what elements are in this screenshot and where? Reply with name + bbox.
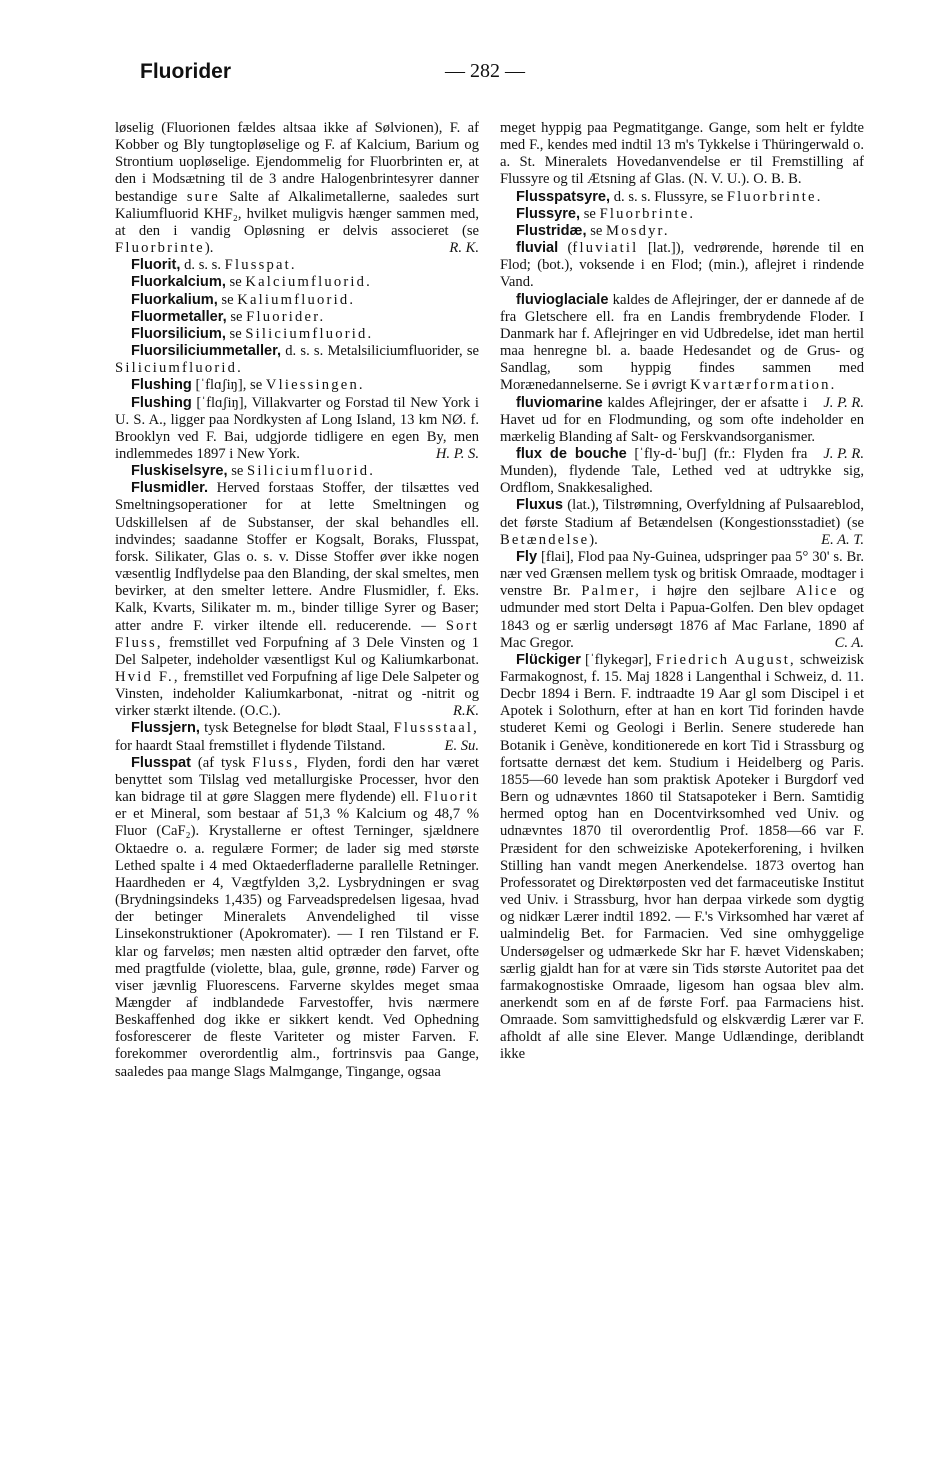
entry-text: for haardt Staal fremstillet i flydende Tilstand. xyxy=(115,737,386,754)
spaced-reference: Flussstaal, xyxy=(393,720,479,737)
entry-headword: Flückiger xyxy=(516,651,581,668)
author-signature: E. Su. xyxy=(444,737,479,754)
dictionary-entry xyxy=(115,274,479,291)
entry-headword: Flusmidler. xyxy=(131,480,209,497)
spaced-reference: Fluorbrinte xyxy=(115,240,205,257)
entry-text: [lat.]), vedrørende, hørende til en Flod; (bot.), voksende i en Flod; (min.), aflejret i rindende Vand. xyxy=(500,240,865,291)
dictionary-entry xyxy=(500,497,864,548)
spaced-reference: Palmer, xyxy=(581,583,642,600)
entry-headword: Flussyre, xyxy=(516,205,581,222)
entry-headword: Fluxus xyxy=(516,497,564,514)
dictionary-entry xyxy=(115,463,479,480)
entry-headword: Fluorsilicium, xyxy=(131,325,226,342)
spaced-reference: Flusspat. xyxy=(224,257,297,274)
dictionary-entry xyxy=(115,480,479,720)
dictionary-entry xyxy=(500,652,864,1064)
entry-text: se xyxy=(225,274,246,291)
entry-text: er et Mineral, som bestaar af 51,3 % Kalcium og 48,7 % Fluor (CaF₂). Krystallerne er oftest Terninger, sjældnere Oktaedre o. a. regulære Former; de lader sig med største Lethed spalte i 4 med Oktaederfladerne parallelle Retninger. Haardheden er 4, Vægtfylden 3,2. Lysbrydningen er svag (Brydningsindeks 1,435) og Farveadspredelsen ligesaa, hvad der betinger Mineralets Anvendelighed til visse Linsekonstruktioner (Apokromater). — I ren Tilstand er F. klar og farveløs; men næsten altid optræder den farvet, ofte med pragtfulde (violette, blaa, gule, grønne, røde) Farver og viser jævnlig Fluorescens. Farverne skyldes meget smaa Mængder af indblandede Farvestoffer, hvis nærmere Beskaffenhed dog ikke er sikkert kendt. Ved Ophedning fosforescerer de fleste Variteter og mister Farven. F. forekommer overordentlig alm., fortrinsvis paa Gange, saaledes paa mange Slags Malmgange, Tingange, ogsaa xyxy=(115,806,479,1080)
entry-headword: Flushing xyxy=(131,377,192,394)
entry-text: kaldes de Aflejringer, der er dannede af de fra Gletschere ell. fra en Landis frembrydende Floder. I Danmark har f. Aflejringer en vid Udbredelse, idet man hertil maa henregne bl. a. baade Hedesandet og de Grus- og Sandlag, som hyppig findes sammen med Morænedannelserne. Se i øvrigt xyxy=(500,291,864,394)
continued-text xyxy=(500,120,864,189)
entry-text: se xyxy=(225,325,246,342)
entry-text: (af tysk xyxy=(191,754,253,771)
dictionary-entry xyxy=(115,377,479,394)
entry-text: se xyxy=(227,463,248,480)
right-column xyxy=(500,120,864,1064)
author-signature: J. P. R. xyxy=(823,445,864,462)
entry-headword: Fluorkalium, xyxy=(131,291,218,308)
entry-text: [ˈfly-d-ˈbuʃ] (fr.: Flyden fra Munden), flydende Tale, Lethed ved at udtrykke sig, Ordflom, Snakkesalighed. xyxy=(500,445,864,497)
spaced-reference: sure xyxy=(186,188,220,205)
dictionary-entry xyxy=(500,206,864,223)
dictionary-entry xyxy=(115,755,479,1081)
entry-headword: fluvioglaciale xyxy=(516,291,609,308)
entry-headword: fluvial xyxy=(516,240,559,257)
dictionary-entry xyxy=(500,223,864,240)
spaced-reference: Alice xyxy=(795,583,839,600)
spaced-reference: Sort Fluss, xyxy=(115,617,479,651)
entry-headword: Flussjern, xyxy=(131,720,200,737)
entry-headword: Fluormetaller, xyxy=(131,308,227,325)
entry-text: og udmunder med stort Delta i Papua-Golfen. Den blev opdaget 1843 og er særlig undersøgt 1876 af Mac Farlane, 1890 af Mac Gregor. xyxy=(500,583,864,651)
spaced-reference: Fluorider. xyxy=(246,308,326,325)
spaced-reference: Siliciumfluorid. xyxy=(115,360,244,377)
entry-text: ). xyxy=(589,531,598,548)
author-signature: E. A. T. xyxy=(821,531,864,548)
entry-text: løselig (Fluorionen fældes altsaa ikke af Sølvionen), F. af Kobber og Bly tungtopløselige og F. af Kalcium, Barium og Strontium uopløselige. Ejendommelig for Fluorbrinten er, at den i Modsætning til de 3 andre Halogenbrintesyrer danner bestandige xyxy=(115,120,479,205)
entry-headword: Flustridæ, xyxy=(516,222,587,239)
entry-text: d. s. s. Metalsiliciumfluorider, se xyxy=(281,343,479,360)
dictionary-entry xyxy=(115,395,479,464)
spaced-reference: Fluorit xyxy=(423,789,479,806)
entry-text: ( xyxy=(558,240,573,257)
entry-headword: Fluorsiliciummetaller, xyxy=(131,343,282,360)
entry-headword: fluviomarine xyxy=(516,394,603,411)
author-signature: R. K. xyxy=(449,240,479,257)
entry-text: Herved forstaas Stoffer, der tilsættes ved Smeltningsoperationer for at lette Smeltningen og Udskillelsen af de Substanser, der skal behandles ell. indvindes; saadanne Stoffer er Kogsalt, Boraks, Flusspat, forsk. Silikater, Glas o. s. v. Disse Stoffer øver ikke nogen væsentlig Indflydelse paa den Blanding, der skal smeltes, men bevirker, at den smelter lettere. Andre Flusmidler, f. Eks. Kalk, Kvarts, Silikater m. m., binder tillige Syrer og Baser; atter andre F. virker iltende ell. reducerende. — xyxy=(115,480,479,634)
entry-headword: flux de bouche xyxy=(516,445,627,462)
spaced-reference: Kaliumfluorid. xyxy=(237,291,356,308)
author-signature: H. P. S. xyxy=(435,445,479,462)
entry-text: [ˈflykeɡər], xyxy=(580,651,656,668)
dictionary-entry xyxy=(115,292,479,309)
entry-text: Flyden, fordi den har været benyttet som Tilslag ved metallurgiske Processer, hvor den kan bidrage til at gøre Slaggen mere flydende) ell. xyxy=(115,754,479,806)
entry-headword: Fluskiselsyre, xyxy=(131,463,228,480)
spaced-reference: Siliciumfluorid. xyxy=(245,325,374,342)
entry-text: d. s. s. Flussyre, se xyxy=(610,188,727,205)
page-number: — 282 — xyxy=(445,60,525,82)
entry-headword: Flusspatsyre, xyxy=(516,188,611,205)
dictionary-entry xyxy=(115,720,479,754)
spaced-reference: Kvartærformation. xyxy=(690,377,837,394)
entry-text: tysk Betegnelse for blødt Staal, xyxy=(199,720,394,737)
dictionary-entry xyxy=(500,240,864,291)
spaced-reference: fluviatil xyxy=(572,240,639,257)
spaced-reference: Fluss, xyxy=(252,754,300,771)
spaced-reference: Vliessingen. xyxy=(265,377,365,394)
entry-text: d. s. s. xyxy=(180,257,225,274)
dictionary-entry xyxy=(115,257,479,274)
spaced-reference: Friedrich August, xyxy=(655,651,796,668)
entry-headword: Fly xyxy=(516,548,538,565)
entry-headword: Flushing xyxy=(131,394,192,411)
entry-text: Salte af Alkalimetallerne, saaledes surt Kaliumfluorid KHF₂, hvilket muligvis hænger sammen med, at den i vandig Opløsning er delvis associeret (se xyxy=(115,188,480,239)
entry-text: [flai], Flod paa Ny-Guinea, udspringer paa 5° 30' s. Br. nær ved Grænsen mellem tysk og britisk Omraade, modtager i venstre Br. xyxy=(500,548,864,600)
dictionary-entry xyxy=(115,326,479,343)
author-signature: R.K. xyxy=(453,703,479,720)
dictionary-entry xyxy=(500,189,864,206)
entry-headword: Flusspat xyxy=(131,754,192,771)
running-head-title: Fluorider xyxy=(140,60,232,83)
spaced-reference: Mosdyr. xyxy=(606,222,670,239)
entry-text: fremstillet ved Forpufning af 3 Dele Vinsten og 1 Del Salpeter, indeholder væsentligst Kul og Kaliumkarbonat. xyxy=(115,634,479,668)
author-signature: J. P. R. xyxy=(823,394,864,411)
spaced-reference: Kalciumfluorid. xyxy=(245,274,372,291)
spaced-reference: Fluorbrinte. xyxy=(599,205,696,222)
entry-text: [ˈflɑʃiŋ], Villakvarter og Forstad til New York i U. S. A., ligger paa Nordkysten af Long Island, 13 km NØ. f. Brooklyn ved F. Bai, udgjorde tidligere en egen By, men indlemmedes 1897 i New York. xyxy=(115,394,479,462)
entry-text: meget hyppig paa Pegmatitgange. Gange, som helt er fyldte med F., kendes med indtil 13 m's Tykkelse i Thüringerwald o. a. St. Mineralets Hovedanvendelse er til Fremstilling af Flussyre og til Ætsning af Glas. (N. V. U.). O. B. B. xyxy=(500,120,864,188)
dictionary-entry xyxy=(115,343,479,377)
entry-text: schweizisk Farmakognost, f. 15. Maj 1828 i Langenthal i Schweiz, d. 11. Decbr 1894 i Bern. F. indtraadte 19 Aar gl som Discipel i et Apotek i Solothurn, efter at han en kort Tid forinden havde studeret Kemi og Geologi i Berlin. Senere studerede han Botanik i Genève, konditionerede en kort Tid i Strassburg og fortsatte dernæst det kem. Studium i Heidelberg og Paris. 1855—60 levede han som praktisk Apoteker i Burgdorf ved Bern og udnævntes 1860 til Statsapoteker i Bern. Samtidig hermed optog han en Docentvirksomhed ved Univ. og udnævntes 1870 til overordentlig Prof. 1858—66 var F. Præsident for den schweiziske Apotekerforening, i hvilken Stilling han vandt megen Anerkendelse. 1873 overtog han Professoratet og Direktørposten ved det farmaceutiske Institut ved Univ. i Strassburg, hvor han derpaa virkede som dygtig og nidkær Lærer indtil 1892. — F.'s Virksomhed har været af ualmindelig Bet. for Farmacien. Ved sine omhyggelige Undersøgelser og udmærkede Skr har F. hævet Videnskaben; særlig gjaldt han for at være sin Tids største Autoritet paa det farmakognostiske Omraade, ligesom han ogsaa blev alm. anerkendt som en af de første Forf. paa Farmaciens hist. Omraade. Som samvittighedsfuld og elskværdig Lærer var F. afholdt af alle sine Elever. Mange Udlændinge, deriblandt ikke xyxy=(500,651,864,1063)
spaced-reference: Siliciumfluorid. xyxy=(247,463,376,480)
spaced-reference: Hvid F., xyxy=(115,669,180,685)
spaced-reference: Fluorbrinte. xyxy=(726,188,823,205)
left-column xyxy=(115,120,479,1081)
entry-headword: Fluorit, xyxy=(131,257,181,274)
dictionary-entry xyxy=(115,309,479,326)
entry-text: ). xyxy=(204,240,214,257)
spaced-reference: Betændelse xyxy=(500,531,590,548)
author-signature: C. A. xyxy=(834,634,864,651)
entry-text: kaldes Aflejringer, der er afsatte i Havet ud for en Flodmunding, og som ofte indeholder en mærkelig Blanding af Salt- og Ferskvandsorganismer. xyxy=(500,394,864,445)
entry-text: [ˈflɑʃiŋ], se xyxy=(191,377,266,394)
entry-text: se xyxy=(217,291,238,308)
entry-text: (lat.), Tilstrømning, Overfyldning af Pulsaareblod, det første Stadium af Betændelsen (Kongestionsstadiet) (se xyxy=(500,497,864,531)
entry-text: i højre den sejlbare xyxy=(641,583,796,600)
entry-text: se xyxy=(580,205,600,222)
entry-text: fremstillet ved Forpufning af lige Dele Salpeter og Vinsten, indeholder Kaliumkarbonat, -nitrat og -nitrit og virker stærkt iltende. (O.C.). xyxy=(115,669,479,720)
continued-text xyxy=(115,120,479,257)
entry-text: se xyxy=(586,222,607,239)
entry-text: se xyxy=(226,308,247,325)
entry-headword: Fluorkalcium, xyxy=(131,274,226,291)
running-head xyxy=(130,60,860,94)
dictionary-entry xyxy=(500,549,864,652)
